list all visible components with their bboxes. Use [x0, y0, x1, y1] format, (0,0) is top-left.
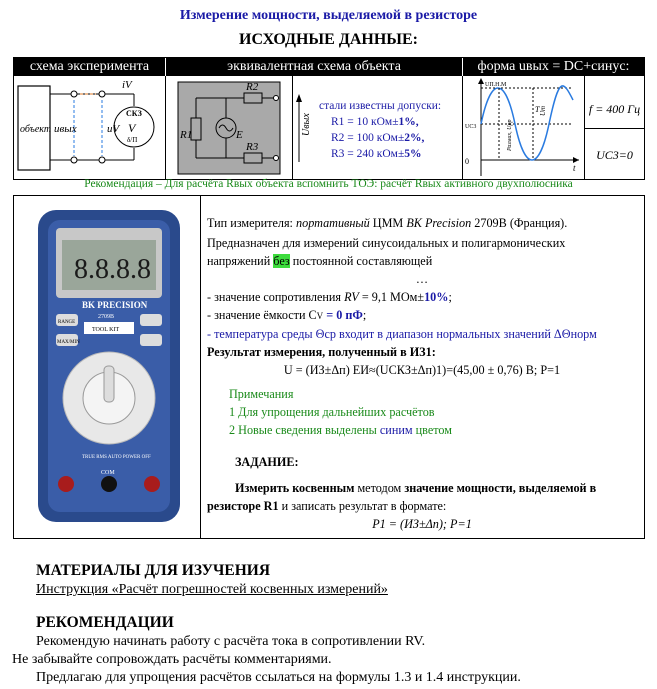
multimeter-image	[34, 206, 184, 526]
header-experiment: схема эксперимента	[14, 58, 166, 76]
period-label: T	[535, 105, 540, 114]
recommendation-1: Рекомендую начинать работу с расчёта тока в сопротивлении RV.	[36, 634, 426, 649]
waveform-cell	[463, 76, 585, 179]
equiv-u-out-label: Uвых	[301, 113, 312, 136]
header-waveform: форма uвых = DC+синус:	[463, 58, 644, 76]
tolerance-r2: R2 = 100 кОм±2%,	[331, 132, 425, 144]
u-out-arrow	[293, 76, 313, 179]
header-equivalent: эквивалентная схема объекта	[166, 58, 463, 76]
meter-footer: TRUE RMS AUTO POWER OFF	[82, 455, 151, 460]
range-label: Размах, Upp	[507, 119, 513, 151]
tolerance-r3: R3 = 240 кОм±5%	[331, 148, 422, 160]
r3-label: R3	[246, 141, 259, 153]
tolerance-r1: R1 = 10 кОм±1%,	[331, 116, 419, 128]
tolerances-cell	[313, 76, 463, 179]
experiment-scheme-cell	[14, 76, 166, 179]
display-digits: 8.8.8.8	[74, 254, 151, 285]
recommendation-3: Предлагаю для упрощения расчётов ссылаться на формулы 1.3 и 1.4 инструкции.	[36, 670, 521, 685]
result-formula: U = (ИЗ±Δп) ЕИ≈(UСКЗ±Δп)1)=(45,00 ± 0,76) В; P=1	[283, 363, 561, 377]
e-label: E	[236, 129, 243, 141]
task-line1: Измерить косвенным методом значение мощности, выделяемой в	[235, 481, 597, 495]
equivalent-scheme-cell	[166, 76, 293, 179]
note-1: 1 Для упрощения дальнейших расчётов	[229, 405, 435, 419]
i-v-label: iV	[122, 79, 132, 91]
capacitance-line: - значение ёмкости СV = 0 пФ;	[207, 308, 367, 322]
equivalent-scheme-diagram	[166, 76, 292, 179]
params-cell	[585, 76, 644, 179]
t-axis-label: t	[573, 163, 576, 173]
com-label: COM	[101, 470, 115, 476]
recommendations-heading: РЕКОМЕНДАЦИИ	[36, 614, 174, 631]
task-line2: резисторе R1 и записать результат в формате:	[207, 499, 447, 513]
r2-label: R2	[246, 81, 259, 93]
result-title: Результат измерения, полученный в ИЗ1:	[207, 345, 436, 359]
recommendation-2: Не забывайте сопровождать расчёты комментариями.	[12, 652, 332, 667]
u-c3-value: UС3=0	[596, 148, 633, 162]
meter-sub-label: δ/П	[127, 136, 138, 144]
page-title: Измерение мощности, выделяемой в резисторе	[179, 8, 478, 23]
meter-rms-label: СКЗ	[126, 109, 142, 118]
device-purpose-line1: Предназначен для измерений синусоидальных и полигармонических	[207, 236, 566, 250]
model-label: 2709B	[98, 314, 115, 320]
device-info	[207, 214, 637, 533]
initial-data-table	[13, 57, 645, 180]
materials-heading: МАТЕРИАЛЫ ДЛЯ ИЗУЧЕНИЯ	[36, 562, 271, 579]
note-2: 2 Новые сведения выделены синим цветом	[229, 423, 452, 437]
ellipsis: …	[415, 272, 429, 286]
notes-title: Примечания	[229, 387, 294, 401]
max-min-button-label: MAX/MIN	[57, 340, 80, 345]
kit-label: TOOL KIT	[92, 327, 120, 333]
materials-item[interactable]: Инструкция «Расчёт погрешностей косвенных измерений»	[36, 582, 388, 597]
meter-v-label: V	[128, 121, 136, 135]
u-c3-label: UС3	[465, 124, 477, 130]
tolerances-intro: стали известны допуски:	[319, 100, 442, 112]
waveform-diagram	[463, 76, 584, 179]
task-title: ЗАДАНИЕ:	[235, 455, 299, 469]
task-format: P1 = (ИЗ±Δп); P=1	[372, 517, 472, 531]
device-type: Тип измерителя: портативный ЦММ BK Precision 2709B (Франция).	[207, 216, 568, 230]
u-out-side-cell	[293, 76, 313, 179]
section-heading-initial-data: ИСХОДНЫЕ ДАННЫЕ:	[239, 31, 418, 48]
device-purpose-line2: напряжений без постоянной составляющей	[207, 254, 433, 268]
range-button-label: RANGE	[58, 320, 76, 325]
temperature-line: - температура среды Θср входит в диапазон нормальных значений ΔΘнорм	[207, 327, 597, 341]
u-v-label: uV	[107, 123, 120, 135]
um-label: Um	[539, 105, 547, 116]
experiment-scheme-diagram	[14, 76, 165, 179]
device-box	[13, 195, 645, 539]
recommendation-line: Рекомендация – Для расчёта Rвых объекта вспомнить ТОЭ: расчёт Rвых активного двухполюсника	[84, 178, 573, 190]
zero-label: 0	[465, 157, 469, 166]
object-label: объект	[20, 124, 52, 135]
frequency-value: f = 400 Гц	[588, 102, 641, 116]
u-max-label: UП.Н.М	[485, 82, 507, 88]
brand-label: BK PRECISION	[82, 300, 148, 310]
r1-label: R1	[180, 129, 193, 141]
u-out-label: uвых	[54, 123, 77, 135]
resistance-line: - значение сопротивления RV = 9,1 МОм±10%;	[207, 290, 452, 304]
